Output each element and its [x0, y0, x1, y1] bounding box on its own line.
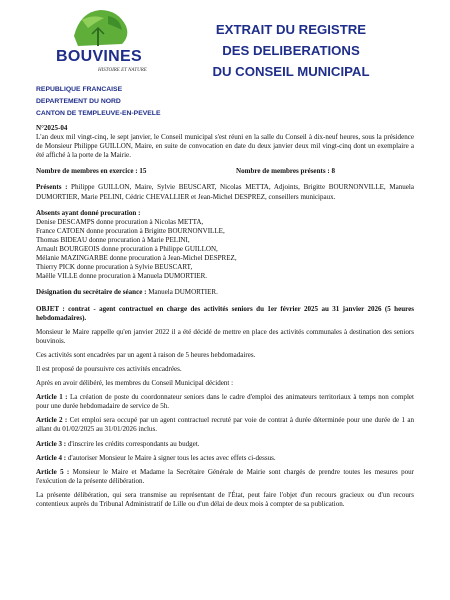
secretary-label: Désignation du secrétaire de séance : [36, 288, 147, 297]
article-5: Article 5 : Monsieur le Maire et Madame la Secrétaire Générale de Mairie sont chargés de prendre toutes les mesures pour l'exécution de la présente délibération. [36, 467, 414, 485]
final-paragraph: La présente délibération, qui sera transmise au représentant de l'État, peut faire l'objet d'un recours gracieux ou d'un recours contentieux auprès du Tribunal Administratif de Lille ou d'un délai de deux mois à compter de sa publication. [36, 490, 414, 508]
article-4: Article 4 : d'autoriser Monsieur le Maire à signer tous les actes avec effets ci-dessus. [36, 453, 276, 462]
members-present: Nombre de membres présents : 8 [236, 167, 335, 176]
secretary-paragraph [36, 288, 414, 297]
present-label: Présents : [36, 183, 68, 192]
absent-item: Thomas BIDEAU donne procuration à Marie PELINI, [36, 235, 190, 244]
paragraph-1: Monsieur le Maire rappelle qu'en janvier 2022 il a été décidé de mettre en place des activités communales à destination des seniors bouvinois. [36, 327, 414, 345]
article-3: Article 3 : d'inscrire les crédits correspondants au budget. [36, 439, 200, 448]
header-line-1: EXTRAIT DU REGISTRE [215, 22, 367, 37]
absent-item: Denise DESCAMPS donne procuration à Nicolas METTA, [36, 217, 204, 226]
absent-item: Arnault BOURGEOIS donne procuration à Philippe GUILLON, [36, 245, 218, 254]
logo-title: BOUVINES [56, 48, 142, 65]
admin-line-3: CANTON DE TEMPLEUVE-EN-PEVELE [36, 110, 161, 117]
absent-item: France CATOEN donne procuration à Brigitte BOURNONVILLE, [36, 226, 225, 235]
present-paragraph [36, 183, 414, 201]
intro-paragraph: L'an deux mil vingt-cinq, le sept janvier, le Conseil municipal s'est réuni en la salle du Conseil à dix-neuf heures, sous la présidence de Monsieur Philippe GUILLON, Maire, en suite de convocation en date du deux janvier deux mil vingt-cinq dont un exemplaire a été affiché à la porte de la Mairie. [36, 133, 414, 160]
administrative-block [36, 84, 161, 120]
members-in-office: Nombre de membres en exercice : 15 [36, 167, 147, 176]
object-title: OBJET : contrat - agent contractuel en charge des activités seniors du 1er février 2025 au 31 janvier 2026 (5 heures hebdomadaires). [36, 304, 414, 322]
absent-item: Mélanie MAZINGARBE donne procuration à Jean-Michel DESPREZ, [36, 254, 237, 263]
absent-label: Absents ayant donné procuration : [36, 208, 141, 217]
present-list: Philippe GUILLON, Maire, Sylvie BEUSCART, Nicolas METTA, Adjoints, Brigitte BOURNONVILLE, Manuela DUMORTIER, Marie PELINI, Cédric CHEVALLIER et Jean-Michel DESPREZ, conseillers municipaux. [36, 183, 414, 201]
absent-item: Maëlle VILLE donne procuration à Manuela DUMORTIER. [36, 272, 208, 281]
absent-item: Thierry PICK donne procuration à Sylvie BEUSCART, [36, 263, 193, 272]
header-line-3: DU CONSEIL MUNICIPAL [212, 64, 370, 79]
header-line-2: DES DELIBERATIONS [222, 43, 360, 58]
paragraph-3: Il est proposé de poursuivre ces activités encadrées. [36, 364, 182, 373]
secretary-name: Manuela DUMORTIER. [146, 288, 218, 297]
member-counts [36, 167, 414, 176]
admin-line-2: DEPARTEMENT DU NORD [36, 98, 121, 105]
article-1: Article 1 : La création de poste du coordonnateur seniors dans le cadre d'emploi des animateurs territoriaux à temps non complet pour une durée hebdomadaire de service de 5h. [36, 393, 414, 411]
paragraph-4: Après en avoir délibéré, les membres du Conseil Municipal décident : [36, 379, 234, 388]
article-2: Article 2 : Cet emploi sera occupé par un agent contractuel recruté par voie de contrat à durée déterminée pour une durée de 1 an allant du 01/02/2025 au 31/01/2026 inclus. [36, 416, 414, 434]
admin-line-1: REPUBLIQUE FRANCAISE [36, 86, 123, 93]
deliberation-body [36, 124, 414, 509]
paragraph-2: Ces activités sont encadrées par un agent à raison de 5 heures hebdomadaires. [36, 350, 256, 359]
logo-subtitle: HISTOIRE ET NATURE [98, 68, 147, 73]
deliberation-number: N°2025-04 [36, 124, 68, 132]
document-header [196, 19, 386, 82]
bouvines-logo [52, 6, 147, 78]
